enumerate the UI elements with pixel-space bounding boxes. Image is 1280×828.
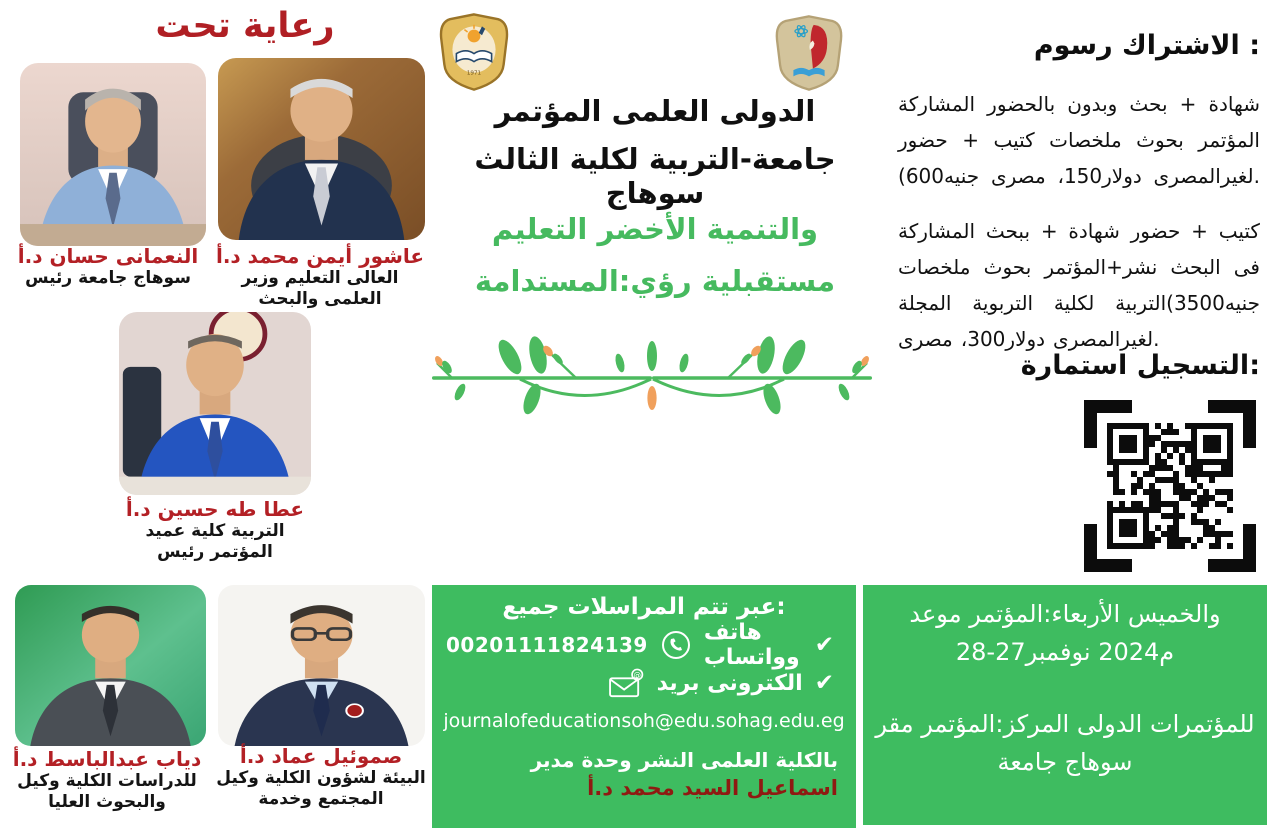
sohag-university-logo (763, 14, 855, 92)
official-role: والبحث العلمى (258, 289, 382, 310)
official-role: وزير التعليم العالى (241, 268, 399, 289)
caption-vice-dean-environment (214, 744, 428, 811)
conference-title-line1: المؤتمر العلمى الدولى (494, 94, 816, 128)
fees-option-2: المشاركة ببحث + شهادة حضور + كتيب ملخصات بحوث المؤتمر+نشر البحث فى المجلة التربوية لكلية التربية(3500جنيه مصرى ،300دولار لغيرالمصرى. (898, 219, 1260, 351)
official-name: أ.د حسان النعمانى (17, 244, 199, 268)
official-role: رئيس جامعة سوهاج (25, 268, 191, 289)
qr-code (1082, 398, 1258, 574)
fees-heading: رسوم الاشتراك : (1033, 30, 1260, 61)
portrait-illustration (218, 585, 425, 746)
svg-text:@: @ (633, 670, 641, 680)
conference-venue-line1: مقر المؤتمر:المركز الدولى للمؤتمرات (875, 710, 1255, 738)
contact-row-phone (432, 620, 856, 670)
official-name: أ.د عبدالباسط دياب (12, 747, 202, 771)
publishing-unit-manager: أ.د محمد السيد اسماعيل (587, 776, 838, 800)
publishing-unit-title: مدير وحدة النشر العلمى بالكلية (530, 748, 838, 772)
contact-email-address: journalofeducationsoh@edu.sohag.edu.eg (443, 710, 845, 732)
svg-text:1971: 1971 (466, 70, 482, 77)
green-branch-divider (424, 332, 880, 424)
official-name: أ.د حسين طه عطا (125, 497, 305, 521)
check-icon: ✔ (814, 669, 834, 696)
official-role: وكيل الكلية لشؤون البيئة (216, 768, 426, 789)
official-role: وخدمة المجتمع (258, 789, 384, 810)
branch-divider-icon (424, 332, 880, 424)
faculty-of-education-logo (430, 12, 518, 92)
qr-modules (1107, 423, 1233, 549)
email-label: بريد الكترونى (656, 670, 803, 696)
photo-vice-dean-environment (218, 585, 425, 746)
spacer (863, 671, 1267, 705)
phone-label: هاتف وواتساب (703, 620, 800, 670)
contact-heading: جميع المراسلات تتم عبر: (502, 594, 786, 620)
photo-vice-dean-graduate-studies (15, 585, 206, 746)
caption-minister (214, 244, 426, 311)
contact-box (432, 585, 856, 828)
phone-number: 00201111824139 (446, 633, 648, 657)
official-role: العليا والبحوث (48, 792, 166, 813)
caption-dean (100, 497, 330, 564)
caption-vice-dean-graduate-studies (2, 747, 212, 814)
schedule-box (863, 585, 1267, 825)
caption-university-president (10, 244, 206, 289)
fees-option-1: المشاركة بالحضور وبدون بحث + شهادة حضور + كتيب ملخصات بحوث المؤتمر (600جنيه مصرى ،150دولار لغيرالمصرى. (898, 92, 1260, 188)
photo-dean (119, 312, 311, 495)
faculty-logo-icon (430, 12, 518, 92)
email-icon (607, 668, 645, 698)
conference-theme-line1: التعليم الأخضر والتنمية (491, 212, 819, 246)
conference-theme-line2: المستدامة:رؤي مستقبلية (474, 264, 836, 298)
contact-row-email (432, 664, 856, 702)
portrait-illustration (15, 585, 206, 746)
check-icon: ✔ (814, 631, 834, 658)
portrait-illustration (119, 312, 311, 495)
qr-code-icon (1082, 398, 1258, 574)
official-role: رئيس المؤتمر (157, 542, 273, 563)
portrait-illustration (20, 63, 206, 246)
registration-heading: استمارة التسجيل: (1020, 350, 1260, 381)
photo-university-president (20, 63, 206, 246)
official-name: أ.د عماد صموئيل (239, 744, 403, 768)
official-role: عميد كلية التربية (145, 521, 285, 542)
conference-date-line1: موعد المؤتمر:الأربعاء والخميس (909, 600, 1221, 628)
conference-venue-line2: جامعة سوهاج (997, 748, 1133, 776)
university-logo-icon (763, 14, 855, 92)
portrait-illustration (218, 58, 425, 240)
photo-minister (218, 58, 425, 240)
conference-date-line2: 28-27نوفمبر 2024م (955, 638, 1175, 666)
official-role: وكيل الكلية للدراسات (17, 771, 197, 792)
conference-title-line2: الثالث لكلية التربية-جامعة سوهاج (474, 142, 836, 210)
whatsapp-icon (660, 629, 692, 661)
official-name: أ.د محمد أيمن عاشور (215, 244, 425, 268)
patronage-title: تحت رعاية (155, 6, 335, 46)
